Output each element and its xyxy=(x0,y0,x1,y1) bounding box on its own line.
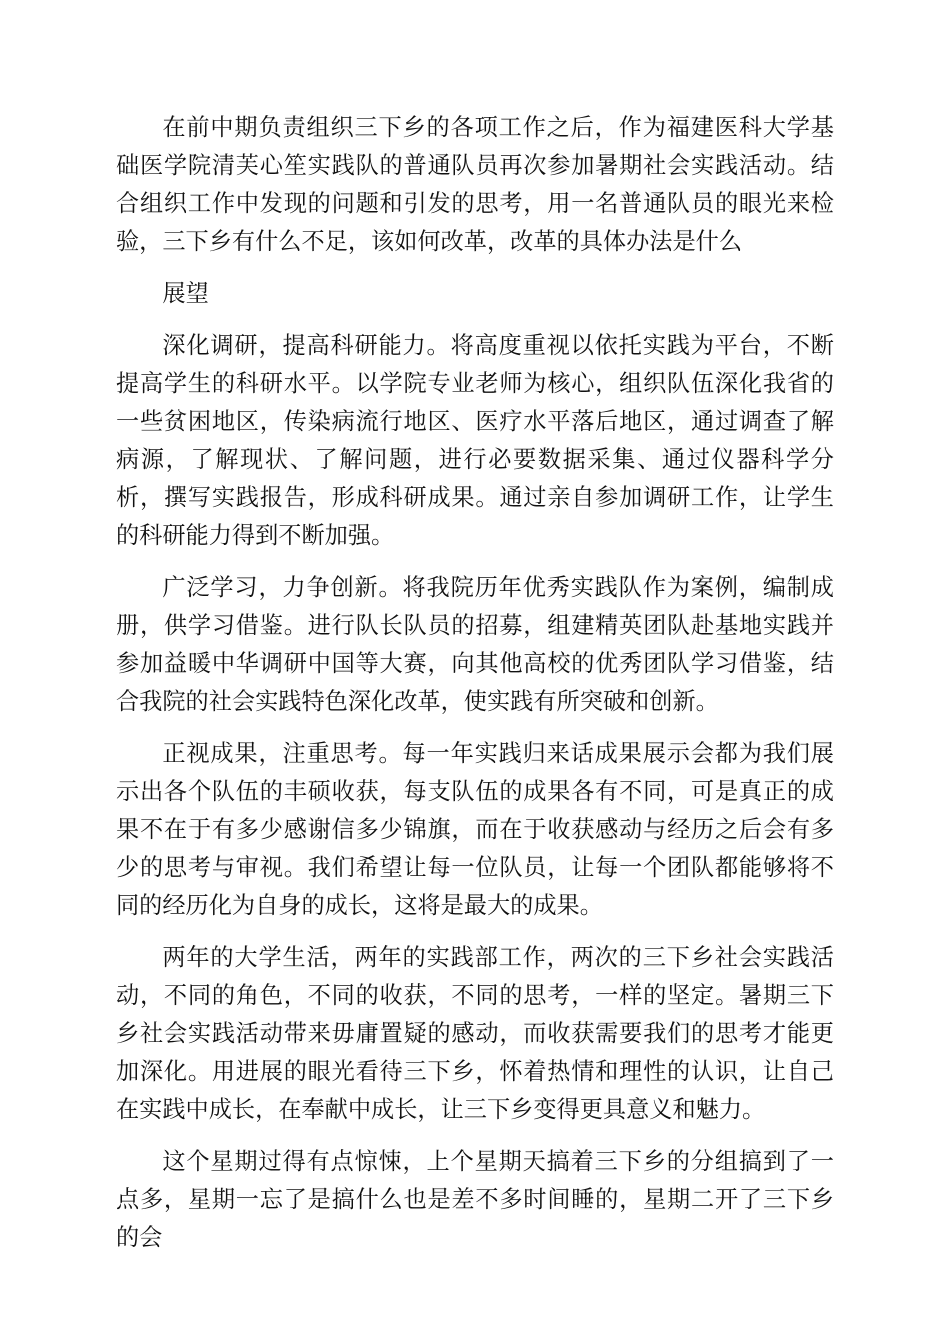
paragraph-intro: 在前中期负责组织三下乡的各项工作之后，作为福建医科大学基础医学院清芙心笙实践队的普通队员再次参加暑期社会实践活动。结合组织工作中发现的问题和引发的思考，用一名普通队员的眼光来检验，三下乡有什么不足，该如何改革，改革的具体办法是什么 xyxy=(116,114,834,255)
section-heading-outlook: 展望 xyxy=(162,280,209,307)
paragraph-research: 深化调研，提高科研能力。将高度重视以依托实践为平台，不断提高学生的科研水平。以学院专业老师为核心，组织队伍深化我省的一些贫困地区，传染病流行地区、医疗水平落后地区，通过调查了解病源，了解现状、了解问题，进行必要数据采集、通过仪器科学分析，撰写实践报告，形成科研成果。通过亲自参加调研工作，让学生的科研能力得到不断加强。 xyxy=(116,332,834,549)
paragraph-week: 这个星期过得有点惊悚，上个星期天搞着三下乡的分组搞到了一点多，星期一忘了是搞什么也是差不多时间睡的，星期二开了三下乡的会 xyxy=(116,1148,834,1251)
document-page xyxy=(116,109,834,1271)
paragraph-learning: 广泛学习，力争创新。将我院历年优秀实践队作为案例，编制成册，供学习借鉴。进行队长队员的招募，组建精英团队赴基地实践并参加益暖中华调研中国等大赛，向其他高校的优秀团队学习借鉴，结合我院的社会实践特色深化改革，使实践有所突破和创新。 xyxy=(116,574,834,715)
paragraph-summary: 两年的大学生活，两年的实践部工作，两次的三下乡社会实践活动，不同的角色，不同的收获，不同的思考，一样的坚定。暑期三下乡社会实践活动带来毋庸置疑的感动，而收获需要我们的思考才能更加深化。用进展的眼光看待三下乡，怀着热情和理性的认识，让自己在实践中成长，在奉献中成长，让三下乡变得更具意义和魅力。 xyxy=(116,944,834,1123)
paragraph-results: 正视成果，注重思考。每一年实践归来话成果展示会都为我们展示出各个队伍的丰硕收获，每支队伍的成果各有不同，可是真正的成果不在于有多少感谢信多少锦旗，而在于收获感动与经历之后会有多少的思考与审视。我们希望让每一位队员，让每一个团队都能够将不同的经历化为自身的成长，这将是最大的成果。 xyxy=(116,740,834,919)
